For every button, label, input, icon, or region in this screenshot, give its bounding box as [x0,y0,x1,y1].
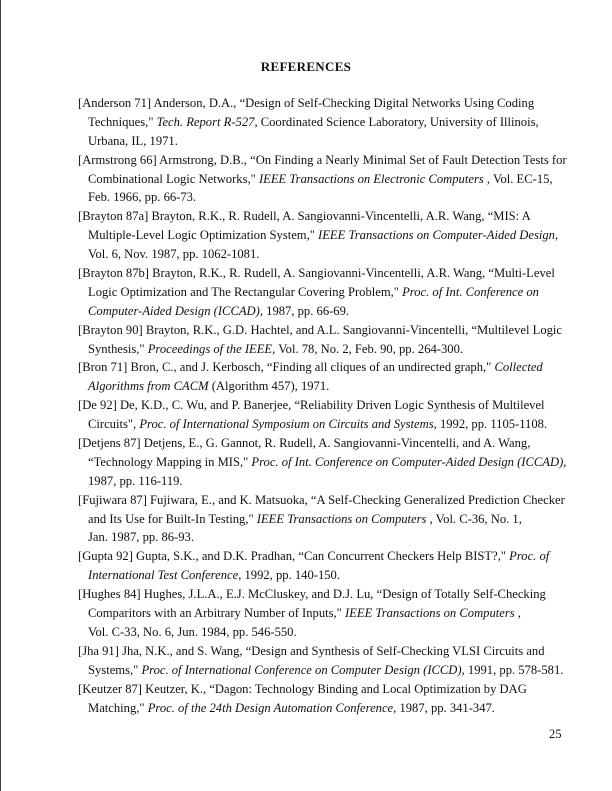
reference-line [78,396,578,415]
reference-source-italic: Computer-Aided Design (ICCAD) [88,303,260,318]
reference-source-italic: Proc. of International Symposium on Circuits and Systems [139,417,434,432]
reference-line [78,528,578,547]
reference-line [78,170,578,189]
reference-text: [Detjens 87] Detjens, E., G. Gannot, R. Rudell, A. Sangiovanni-Vincentelli, and A. Wang, [78,436,531,451]
reference-source-italic: Proc. of the 24th Design Automation Conference [147,700,394,715]
reference-line [78,642,578,661]
reference-entry [78,680,578,718]
reference-text: [Brayton 90] Brayton, R.K., G.D. Hachtel, and A.L. Sangiovanni-Vincentelli, “Multilevel Logic [78,322,562,337]
reference-text: Circuits", [88,417,140,432]
reference-text: [De 92] De, K.D., C. Wu, and P. Banerjee, “Reliability Driven Logic Synthesis of Multilevel [78,398,545,413]
reference-line [78,604,578,623]
reference-text: [Anderson 71] Anderson, D.A., “Design of Self-Checking Digital Networks Using Coding [78,96,535,110]
reference-text: [Jha 91] Jha, N.K., and S. Wang, “Design and Synthesis of Self-Checking VLSI Circuits and [78,643,545,658]
page-edge-line [0,0,1,791]
reference-text: 1987, pp. 116-119. [88,473,183,488]
reference-line [78,472,578,491]
reference-source-italic: International Test Conference [88,568,239,583]
reference-line [78,207,578,226]
reference-line [78,680,578,699]
reference-text: Vol. C-33, No. 6, Jun. 1984, pp. 546-550. [88,624,297,639]
reference-text: Systems," [88,662,142,677]
reference-line [78,585,578,604]
reference-text: (Algorithm 457), 1971. [208,379,330,394]
reference-source-italic: Proc. of International Conference on Computer Design (ICCD) [141,662,462,677]
page-number: 25 [549,727,562,741]
reference-entry [78,207,578,264]
reference-line [78,623,578,642]
reference-source-italic: IEEE Transactions on Electronic Computers [258,171,484,186]
reference-text: , Vol. EC-15, [483,171,553,186]
reference-text: Jan. 1987, pp. 86-93. [88,530,194,545]
reference-line [78,188,578,207]
reference-text: Techniques," [88,114,157,129]
reference-text: Vol. 6, Nov. 1987, pp. 1062-1081. [88,247,260,262]
reference-text: Comparitors with an Arbitrary Number of Inputs," [88,606,345,621]
reference-text: , 1992, pp. 140-150. [238,568,340,583]
reference-entry [78,434,578,491]
reference-text: [Brayton 87b] Brayton, R.K., R. Rudell, A. Sangiovanni-Vincentelli, A.R. Wang, “Multi-Level [78,266,555,281]
reference-text: Synthesis," [88,341,148,356]
reference-line [78,699,578,718]
reference-line [78,491,578,510]
reference-text: Multiple-Level Logic Optimization System," [88,228,319,243]
reference-line [78,547,578,566]
reference-line [78,453,578,472]
reference-line [78,358,578,377]
reference-line [78,94,578,113]
reference-source-italic: Proc. of Int. Conference on Computer-Aided Design (ICCAD), [251,454,567,469]
reference-text: [Armstrong 66] Armstrong, D.B., “On Finding a Nearly Minimal Set of Fault Detection Tests for [78,152,567,167]
reference-source-italic: Algorithms from CACM [88,379,209,394]
reference-line [78,661,578,680]
reference-text: [Bron 71] Bron, C., and J. Kerbosch, “Finding all cliques of an undirected graph," [78,360,495,375]
reference-line [78,340,578,359]
reference-text: , [554,228,559,243]
reference-entry [78,585,578,642]
reference-text: Combinational Logic Networks," [88,171,259,186]
reference-entry [78,547,578,585]
reference-line [78,434,578,453]
reference-line [78,132,578,151]
reference-entry [78,151,578,208]
reference-line [78,226,578,245]
reference-list [78,94,578,717]
reference-text: Matching," [88,700,148,715]
reference-entry [78,264,578,321]
reference-text: , 1992, pp. 1105-1108. [433,417,548,432]
reference-entry [78,396,578,434]
reference-text: Feb. 1966, pp. 66-73. [88,190,197,205]
reference-text: “Technology Mapping in MIS," [88,454,252,469]
reference-source-italic: IEEE Transactions on Computers [256,511,427,526]
reference-text: [Hughes 84] Hughes, J.L.A., E.J. McCluskey, and D.J. Lu, “Design of Totally Self-Checking [78,587,546,602]
reference-text: [Keutzer 87] Keutzer, K., “Dagon: Technology Binding and Local Optimization by DAG [78,681,527,696]
reference-text: and Its Use for Built-In Testing," [88,511,257,526]
reference-text: , 1987, pp. 341-347. [393,700,495,715]
reference-text: [Gupta 92] Gupta, S.K., and D.K. Pradhan, “Can Concurrent Checkers Help BIST?," [78,549,510,564]
reference-text: , Vol. C-36, No. 1, [426,511,522,526]
reference-line [78,283,578,302]
reference-entry [78,642,578,680]
reference-line [78,510,578,529]
reference-line [78,302,578,321]
page-title: REFERENCES [260,59,352,74]
reference-line [78,245,578,264]
reference-entry [78,321,578,359]
reference-source-italic: Tech. Report R-527 [156,114,255,129]
reference-line [78,321,578,340]
reference-entry [78,94,578,151]
reference-text: [Brayton 87a] Brayton, R.K., R. Rudell, A. Sangiovanni-Vincentelli, A.R. Wang, “MIS: A [78,209,531,224]
reference-line [78,566,578,585]
reference-source-italic: IEEE Transactions on Computer-Aided Design [318,228,555,243]
reference-line [78,113,578,132]
reference-line [78,415,578,434]
reference-text: , 1991, pp. 578-581. [461,662,564,677]
reference-source-italic: Collected [494,360,543,375]
reference-text: , Coordinated Science Laboratory, University of Illinois, [254,114,539,129]
reference-source-italic: IEEE Transactions on Computers [344,606,515,621]
reference-text: , 1987, pp. 66-69. [259,303,350,318]
reference-source-italic: Proc. of [509,549,550,564]
reference-text: , Vol. 78, No. 2, Feb. 90, pp. 264-300. [272,341,464,356]
reference-text: Urbana, IL, 1971. [88,133,178,148]
reference-line [78,151,578,170]
reference-text: [Fujiwara 87] Fujiwara, E., and K. Matsuoka, “A Self-Checking Generalized Prediction Checker [78,492,565,507]
reference-source-italic: Proceedings of the IEEE [147,341,273,356]
reference-text: Logic Optimization and The Rectangular Covering Problem," [88,284,403,299]
reference-line [78,377,578,396]
reference-text: , [514,606,521,621]
reference-entry [78,491,578,548]
reference-entry [78,358,578,396]
reference-line [78,264,578,283]
reference-source-italic: Proc. of Int. Conference on [402,284,539,299]
